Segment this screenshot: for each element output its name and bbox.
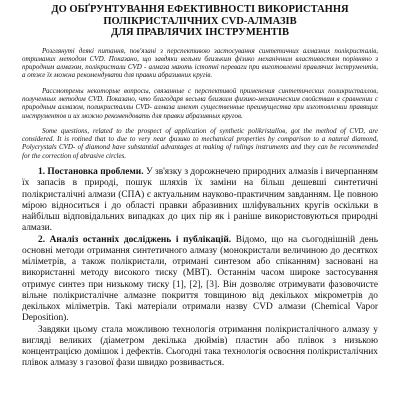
article-title [22,4,378,39]
section-2-text: Відомо, що на сьогоднішній день основні методи отримання синтетичного алмазу (монокристали величиною до десяткох міліметрів, а також полікристали, отримані синтезом або спіканням) засновані на використанні методу високого тиску (МВТ). Останнім часом широке застосування отримує синтез при низькому тиску [1], [2], [3]. Він дозволяє отримувати фазовочисте вільне полікристалічне алмазне покриття товщиною від декількох мікрометрів до декількох міліметрів. Такі матеріали отримали назву CVD алмази (Chemical Vapor Deposition). [22,234,378,324]
abstract-russian: Рассмотрены некоторые вопросы, связанные с перспективой применения синтетических поликристаллов, полученных методом CVD. Показано, что благодаря весьма близким физико-механическим свойствам в сравнении с природным алмазом, поликристаллы CVD- алмаза имеют существенные преимущества при изготовлении правящих инструментов и их можно рекомендовать для правки абразивных кругов. [22,86,378,120]
section-2-paragraph-continued: Завдяки цьому стала можливою технологія отримання полікристалічного алмазу у вигляді великих (діаметром декілька дюймів) пластин або плівок з низькою концентрацією домішок і дефектів. Сьогодні така технологія освоєння полікристалічних плівок алмазу з газової фази швидко розвивається. [22,324,378,369]
title-line: ДО ОБҐРУНТУВАННЯ ЕФЕКТИВНОСТІ ВИКОРИСТАННЯ [51,4,349,15]
title-line: ПОЛІКРИСТАЛІЧНИХ CVD-АЛМАЗІВ [103,15,297,27]
section-1-heading: 1. Постановка проблеми. [38,167,144,178]
section-2-paragraph [22,235,378,325]
abstract-ukrainian: Розглянуті деякі питання, пов'язані з перспективою застосування синтетичних алмазних полікристалів, отриманих методом CVD. Показано, що завдяки вельми близьким фізико механічним властивостям порівняно з природним алмазом, полікристали CVD - алмаза мають істотні переваги при виготовленні правлячих інструментів, а отже їх можна рекомендувати для правки абразивних кругів. [22,46,378,80]
abstract-english: Some questions, related to the prospect of application of synthetic polikristalloв, got the method of CVD, are considered. It is rotined that to due to very near физико to mechanical properties by comparison to a natural diamond, Polycrystals CVD- of diamond have substantial advantages at making of rulings instruments and they can be recommended for the correction of abrasive circles. [22,126,378,160]
section-2-heading: 2. Аналіз останніх досліджень і публікацій. [38,234,232,245]
section-1-paragraph [22,167,378,235]
title-line: ДЛЯ ПРАВЛЯЧИХ ІНСТРУМЕНТІВ [110,27,290,38]
section-1-text: У зв'язку з дорожнечею природних алмазів і вичерпанням їх запасів в природі, пошук шляхів їх заміни на більш дешевші синтетичні полікристалічні алмази (СПА) є актуальним науково-практичним завданням. Це повною мірою відноситься і до області правки абразивних шліфувальних кругів оскільки в найбільш відповідальних випадках до цих пір як і раніше використовуються природні алмази. [22,167,378,234]
